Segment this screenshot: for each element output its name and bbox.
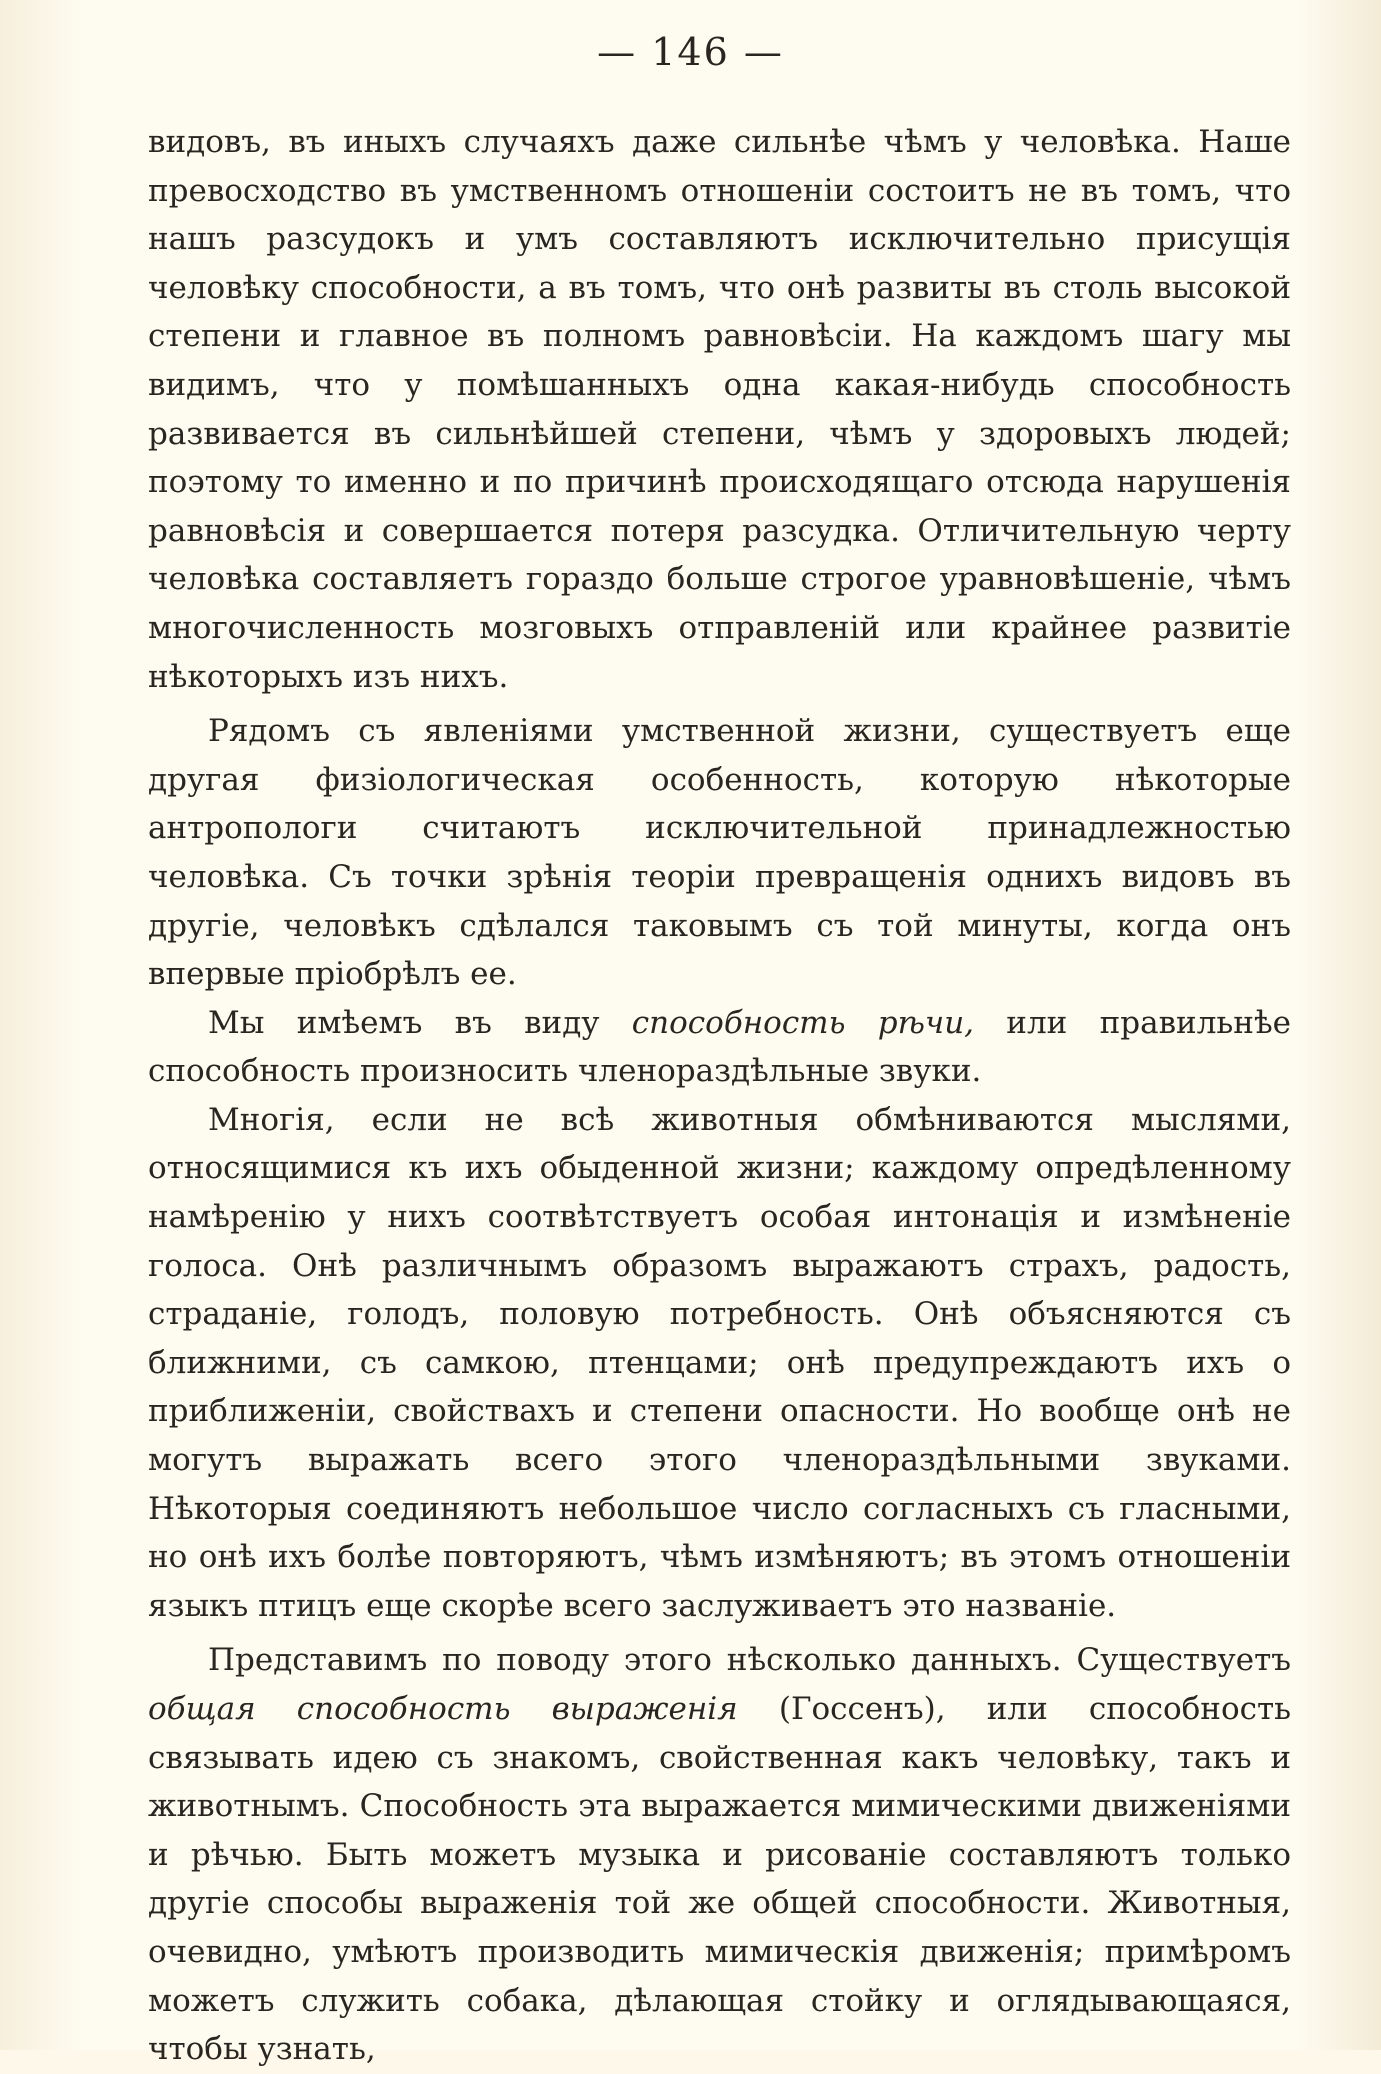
paragraph — [148, 999, 1291, 1096]
italic-phrase: способность рѣчи, — [631, 1004, 975, 1041]
paragraph — [148, 1636, 1291, 2073]
paragraph-text: или правильнѣе способность произносить членораздѣльные звуки. — [148, 1004, 1291, 1090]
paragraph — [148, 118, 1291, 701]
italic-phrase: общая способность выраженія — [148, 1691, 738, 1727]
paragraph-text: Многія, если не всѣ животныя обмѣниваются мыслями, относящимися къ ихъ обыденной жизни; каждому опредѣленному намѣренію у нихъ соотвѣтствуетъ особая интонація и измѣненіе голоса. Онѣ различнымъ образомъ выражаютъ страхъ, радость, страданіе, голодъ, половую потребность. Онѣ объясняются съ ближними, съ самкою, птенцами; онѣ предупреждаютъ ихъ о приближеніи, свойствахъ и степени опасности. Но вообще онѣ не могутъ выражать всего этого членораздѣльными звуками. Нѣкоторыя соединяютъ небольшое число согласныхъ съ гласными, но онѣ ихъ болѣе повторяютъ, чѣмъ измѣняютъ; въ этомъ отношеніи языкъ птицъ еще скорѣе всего заслуживаетъ это названіе. — [148, 1101, 1291, 1624]
paragraph-text: Представимъ по поводу этого нѣсколько данныхъ. Существуетъ — [208, 1642, 1291, 1679]
paragraph-text: (Госсенъ), или способность связывать идею съ знакомъ, свойственная какъ человѣку, такъ и животнымъ. Способность эта выражается мимическими движеніями и рѣчью. Быть можетъ музыка и рисованіе составляютъ только другіе способы выраженія той же общей способности. Животныя, очевидно, умѣютъ производить мимическія движенія; примѣромъ можетъ служить собака, дѣлающая стойку и оглядывающаяся, чтобы узнать, — [148, 1691, 1291, 2068]
page-number: — 146 — — [597, 30, 784, 74]
paragraph-text: видовъ, въ иныхъ случаяхъ даже сильнѣе чѣмъ у человѣка. Наше превосходство въ умственномъ отношеніи состоитъ не въ томъ, что нашъ разсудокъ и умъ составляютъ исключительно присущія человѣку способности, а въ томъ, что онѣ развиты въ столь высокой степени и главное въ полномъ равновѣсіи. На каждомъ шагу мы видимъ, что у помѣшанныхъ одна какая-нибудь способность развивается въ сильнѣйшей степени, чѣмъ у здоровыхъ людей; поэтому то именно и по причинѣ происходящаго отсюда нарушенія равновѣсія и совершается потеря разсудка. Отличительную черту человѣка составляетъ гораздо больше строгое уравновѣшеніе, чѣмъ многочисленность мозговыхъ отправленій или крайнее развитіе нѣкоторыхъ изъ нихъ. — [148, 124, 1291, 695]
paragraph-text: Рядомъ съ явленіями умственной жизни, существуетъ еще другая физіологическая особенность, которую нѣкоторые антропологи считаютъ исключительной принадлежностью человѣка. Съ точки зрѣнія теоріи превращенія однихъ видовъ въ другіе, человѣкъ сдѣлался таковымъ съ той минуты, когда онъ впервые пріобрѣлъ ее. — [148, 713, 1291, 993]
paragraph — [148, 1096, 1291, 1631]
body-text — [148, 118, 1291, 2074]
paragraph-text: Мы имѣемъ въ виду — [208, 1004, 632, 1041]
paragraph — [148, 707, 1291, 999]
